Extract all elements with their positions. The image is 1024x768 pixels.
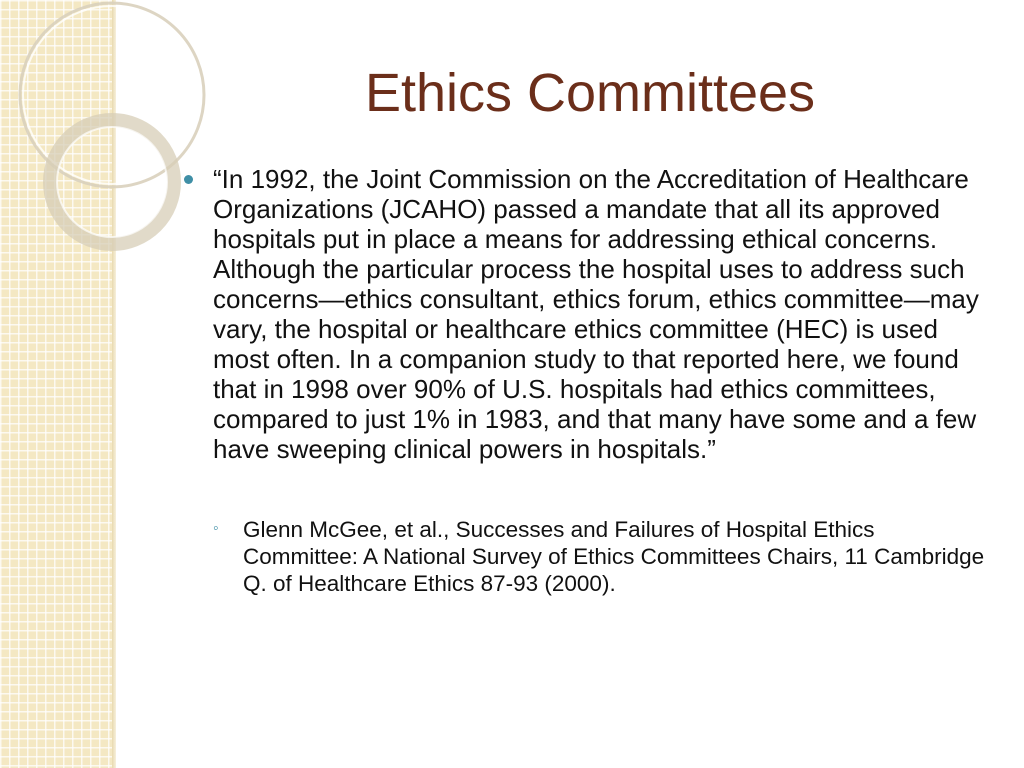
ring-small-highlight [57, 127, 167, 237]
sub-bullet-item [184, 516, 994, 597]
slide-content [184, 164, 994, 597]
hollow-circle-bullet-icon: ◦ [213, 520, 219, 537]
bullet-dot-icon [184, 175, 193, 184]
slide-title: Ethics Committees [364, 63, 816, 123]
bullet-item [184, 164, 994, 464]
bullet-text: “In 1992, the Joint Commission on the Accreditation of Healthcare Organizations (JCAHO) passed a mandate that all its approved hospitals put in place a means for addressing ethical concerns. Although the particular process the hospital uses to address such concerns—ethics consultant, ethics forum, ethics committee—may vary, the hospital or healthcare ethics committee (HEC) is used most often. In a companion study to that reported here, we found that in 1998 over 90% of U.S. hospitals had ethics committees, compared to just 1% in 1983, and that many have some and a few have sweeping clinical powers in hospitals.” [213, 164, 979, 464]
citation-text: Glenn McGee, et al., Successes and Failures of Hospital Ethics Committee: A National Survey of Ethics Committees Chairs, 11 Cambridge Q. of Healthcare Ethics 87-93 (2000). [243, 517, 985, 596]
ring-small [50, 120, 174, 244]
